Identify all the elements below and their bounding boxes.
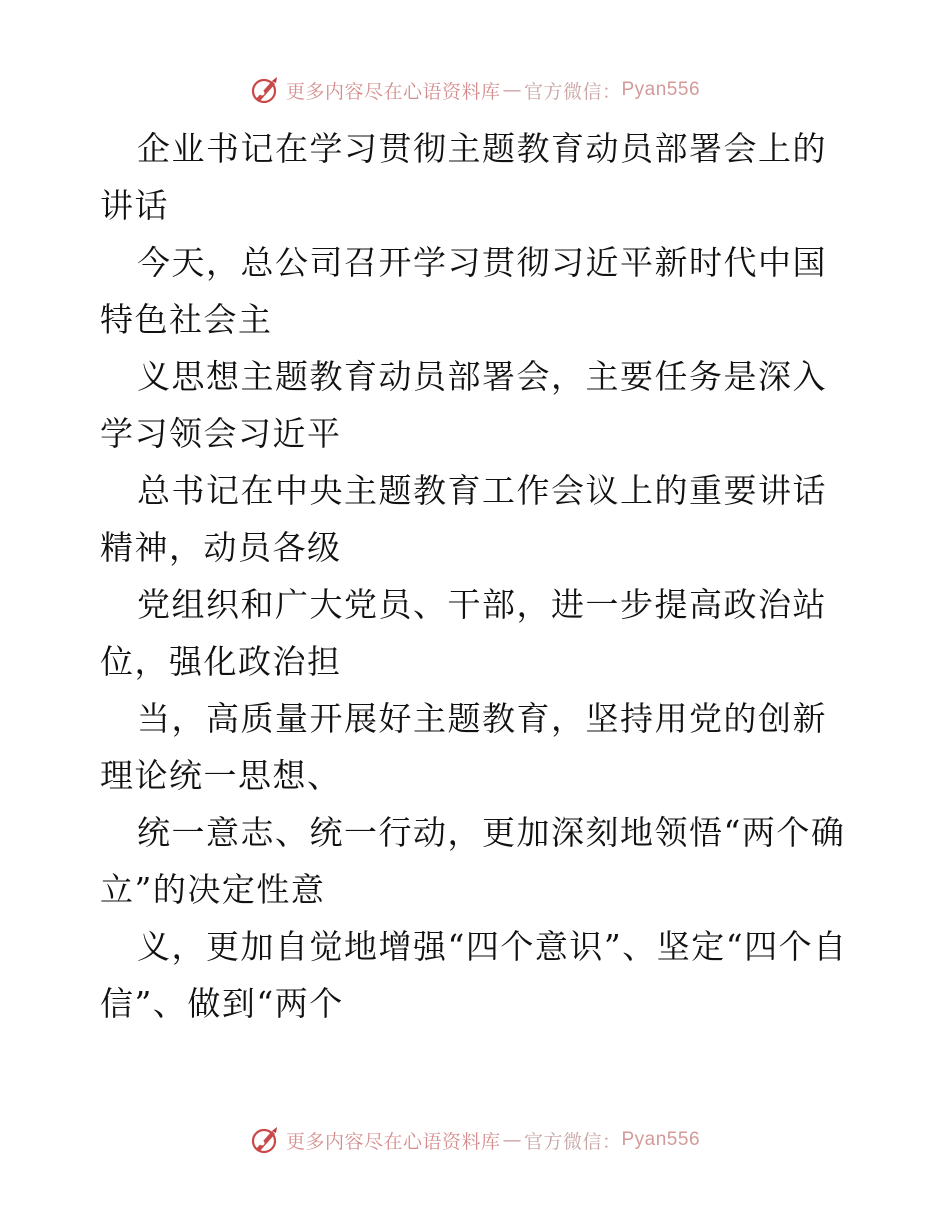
paragraph: 总书记在中央主题教育工作会议上的重要讲话精神，动员各级 [100, 471, 827, 567]
paragraph: 今天，总公司召开学习贯彻习近平新时代中国特色社会主 [100, 243, 827, 339]
header-watermark [0, 70, 950, 110]
watermark-label: 官方微信： [523, 80, 622, 103]
watermark-separator: — [502, 79, 522, 101]
footer-watermark [0, 1120, 950, 1160]
watermark-wechat-id: Pyan556 [621, 79, 701, 100]
paragraph: 企业书记在学习贯彻主题教育动员部署会上的讲话 [100, 129, 827, 225]
document-body [100, 120, 860, 1032]
watermark-brand: 更多内容尽在心语资料库 [285, 80, 501, 103]
paragraph: 义思想主题教育动员部署会，主要任务是深入学习领会习近平 [100, 357, 827, 453]
paragraph: 当，高质量开展好主题教育，坚持用党的创新理论统一思想、 [100, 699, 827, 795]
paragraph: 义，更加自觉地增强“四个意识”、坚定“四个自信”、做到“两个 [100, 927, 848, 1023]
paragraph: 统一意志、统一行动，更加深刻地领悟“两个确立”的决定性意 [100, 813, 846, 909]
watermark-separator: — [502, 1129, 522, 1151]
quill-logo-icon [250, 75, 280, 105]
watermark-wechat-id: Pyan556 [621, 1129, 701, 1150]
watermark-label: 官方微信： [523, 1130, 622, 1153]
quill-logo-icon [250, 1125, 280, 1155]
paragraph: 党组织和广大党员、干部，进一步提高政治站位，强化政治担 [100, 585, 827, 681]
watermark-brand: 更多内容尽在心语资料库 [285, 1130, 501, 1153]
